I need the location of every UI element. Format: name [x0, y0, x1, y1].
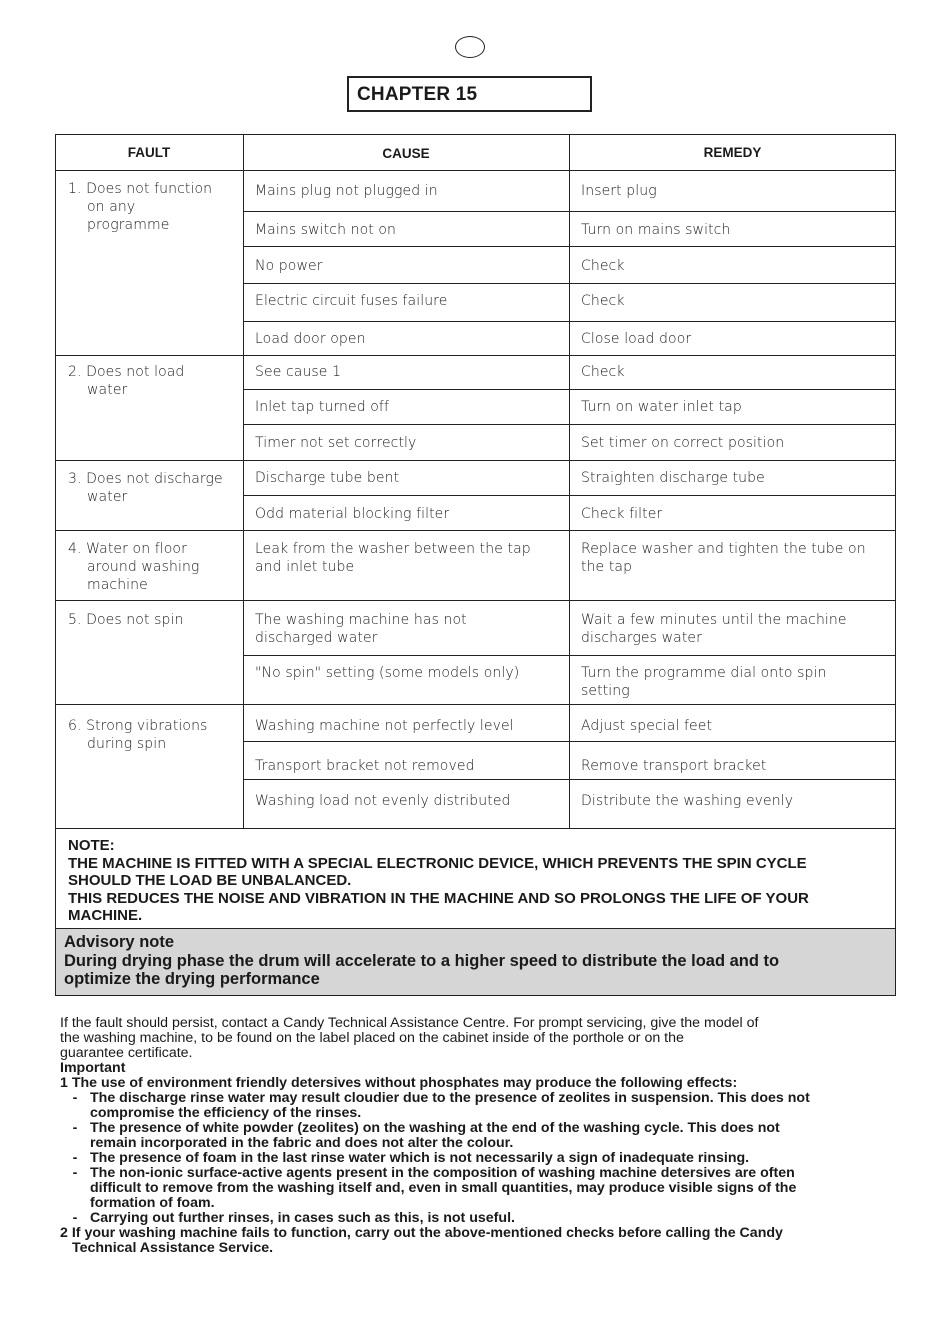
footer-notes: [60, 1016, 896, 1256]
bullet-item: [60, 1151, 896, 1166]
table-row-divider: [243, 495, 896, 496]
fault-6: [68, 717, 238, 753]
fault-label: machine: [87, 577, 148, 593]
cause-cell: The washing machine has not discharged water: [255, 612, 467, 646]
fault-3: [68, 470, 238, 506]
bullet-line: compromise the efficiency of the rinses.: [90, 1105, 362, 1121]
advisory-text: [64, 933, 884, 989]
point-2-continued: Technical Assistance Service.: [72, 1240, 274, 1256]
bullet-line: The non-ionic surface-active agents present in the composition of washing machine detersives are often: [90, 1165, 795, 1181]
cause-cell: Discharge tube bent: [255, 470, 400, 486]
table-row-divider: [243, 779, 896, 780]
bullet-line: remain incorporated in the fabric and does not alter the colour.: [90, 1135, 514, 1151]
bullet-dash: -: [72, 1210, 78, 1226]
fault-label: 5. Does not spin: [68, 612, 184, 628]
note-line: SHOULD THE LOAD BE UNBALANCED.: [68, 872, 352, 889]
remedy-cell: Check: [581, 293, 625, 309]
header-fault: FAULT: [127, 145, 171, 160]
fault-2: [68, 363, 238, 399]
table-group-divider: [55, 460, 896, 461]
bullet-item: [60, 1211, 896, 1226]
point-2: 2 If your washing machine fails to function, carry out the above-mentioned checks before calling the Candy: [60, 1225, 783, 1241]
table-group-divider: [55, 355, 896, 356]
bullet-dash: -: [72, 1165, 78, 1181]
cause-cell: Washing load not evenly distributed: [255, 793, 511, 809]
table-header-divider: [55, 170, 896, 171]
bullet-item: [60, 1166, 896, 1211]
remedy-cell: Close load door: [581, 331, 692, 347]
remedy-cell: Remove transport bracket: [581, 758, 767, 774]
point-1: 1 The use of environment friendly detersives without phosphates may produce the following effects:: [60, 1075, 738, 1091]
fault-4: [68, 540, 238, 594]
cause-cell: Timer not set correctly: [255, 435, 417, 451]
remedy-cell: Turn the programme dial onto spin setting: [581, 665, 827, 699]
fault-label: 2. Does not load: [68, 364, 185, 380]
table-group-divider: [55, 600, 896, 601]
cause-cell: Mains plug not plugged in: [255, 183, 438, 199]
remedy-cell: Adjust special feet: [581, 718, 713, 734]
advisory-note-box: [55, 928, 896, 996]
cause-cell: See cause 1: [255, 364, 342, 380]
header-remedy: REMEDY: [703, 145, 762, 160]
table-column-divider: [243, 134, 244, 828]
cause-cell: Electric circuit fuses failure: [255, 293, 448, 309]
fault-1: [68, 180, 238, 234]
table-row-divider: [243, 211, 896, 212]
fault-label: 6. Strong vibrations: [68, 718, 208, 734]
intro-line: guarantee certificate.: [60, 1045, 193, 1061]
table-row-divider: [243, 424, 896, 425]
bullet-line: The presence of white powder (zeolites) on the washing at the end of the washing cycle. This does not: [90, 1120, 780, 1136]
note-line: THIS REDUCES THE NOISE AND VIBRATION IN THE MACHINE AND SO PROLONGS THE LIFE OF YOUR: [68, 889, 809, 907]
cause-cell: Transport bracket not removed: [255, 758, 475, 774]
cause-cell: Leak from the washer between the tap and inlet tube: [255, 541, 531, 575]
advisory-heading: Advisory note: [64, 933, 175, 951]
bullet-line: formation of foam.: [90, 1195, 215, 1211]
header-cause: CAUSE: [382, 146, 430, 161]
fault-label: 1. Does not function: [68, 181, 213, 197]
chapter-title: CHAPTER 15: [357, 84, 478, 105]
remedy-cell: Insert plug: [581, 183, 657, 199]
table-row-divider: [243, 246, 896, 247]
remedy-cell: Turn on mains switch: [581, 222, 731, 238]
cause-cell: Washing machine not perfectly level: [255, 718, 514, 734]
fault-label: 3. Does not discharge: [68, 471, 223, 487]
bullet-dash: -: [72, 1150, 78, 1166]
remedy-cell: Turn on water inlet tap: [581, 399, 742, 415]
bullet-line: The presence of foam in the last rinse water which is not necessarily a sign of inadequate rinsing.: [90, 1150, 750, 1166]
note-heading: NOTE:: [68, 837, 115, 854]
remedy-cell: Check: [581, 364, 625, 380]
note-line: MACHINE.: [68, 907, 143, 924]
remedy-cell: Distribute the washing evenly: [581, 793, 794, 809]
fault-label: on any: [87, 199, 136, 215]
advisory-line: optimize the drying performance: [64, 970, 320, 988]
bullet-item: [60, 1121, 896, 1151]
remedy-cell: Check filter: [581, 506, 663, 522]
table-column-divider: [569, 134, 570, 828]
table-row-divider: [243, 389, 896, 390]
fault-label: water: [87, 382, 128, 398]
table-row-divider: [243, 741, 896, 742]
bullet-dash: -: [72, 1090, 78, 1106]
bullet-dash: -: [72, 1120, 78, 1136]
fault-label: 4. Water on floor: [68, 541, 187, 557]
remedy-cell: Wait a few minutes until the machine discharges water: [581, 612, 847, 646]
cause-cell: Odd material blocking filter: [255, 506, 450, 522]
note-line: THE MACHINE IS FITTED WITH A SPECIAL ELECTRONIC DEVICE, WHICH PREVENTS THE SPIN CYCLE: [68, 854, 807, 872]
fault-label: water: [87, 489, 128, 505]
remedy-cell: Straighten discharge tube: [581, 470, 765, 486]
fault-5: [68, 611, 238, 629]
bullet-line: Carrying out further rinses, in cases such as this, is not useful.: [90, 1210, 515, 1226]
bullet-line: The discharge rinse water may result cloudier due to the presence of zeolites in suspension. This does not: [90, 1090, 810, 1106]
spin-note: [68, 837, 888, 925]
language-oval-mark: [455, 36, 485, 58]
intro-line: If the fault should persist, contact a Candy Technical Assistance Centre. For prompt servicing, give the model of: [60, 1015, 759, 1031]
remedy-cell: Check: [581, 258, 625, 274]
table-row-divider: [243, 655, 896, 656]
cause-cell: "No spin" setting (some models only): [255, 665, 520, 681]
cause-cell: No power: [255, 258, 323, 274]
remedy-cell: Replace washer and tighten the tube on the tap: [581, 541, 866, 575]
fault-label: around washing: [87, 559, 200, 575]
table-row-divider: [243, 283, 896, 284]
fault-label: during spin: [87, 736, 167, 752]
cause-cell: Inlet tap turned off: [255, 399, 389, 415]
cause-cell: Load door open: [255, 331, 366, 347]
table-row-divider: [243, 321, 896, 322]
advisory-line: During drying phase the drum will accelerate to a higher speed to distribute the load and to: [64, 951, 780, 970]
important-heading: Important: [60, 1060, 126, 1076]
remedy-cell: Set timer on correct position: [581, 435, 785, 451]
cause-cell: Mains switch not on: [255, 222, 397, 238]
intro-line: the washing machine, to be found on the label placed on the cabinet inside of the porthole or on the: [60, 1030, 684, 1046]
table-group-divider: [55, 530, 896, 531]
chapter-heading-box: [347, 76, 592, 112]
table-group-divider: [55, 704, 896, 705]
table-group-divider: [55, 828, 896, 829]
bullet-item: [60, 1091, 896, 1121]
bullet-line: difficult to remove from the washing itself and, even in small quantities, may produce visible signs of the: [90, 1180, 797, 1196]
fault-label: programme: [87, 217, 170, 233]
